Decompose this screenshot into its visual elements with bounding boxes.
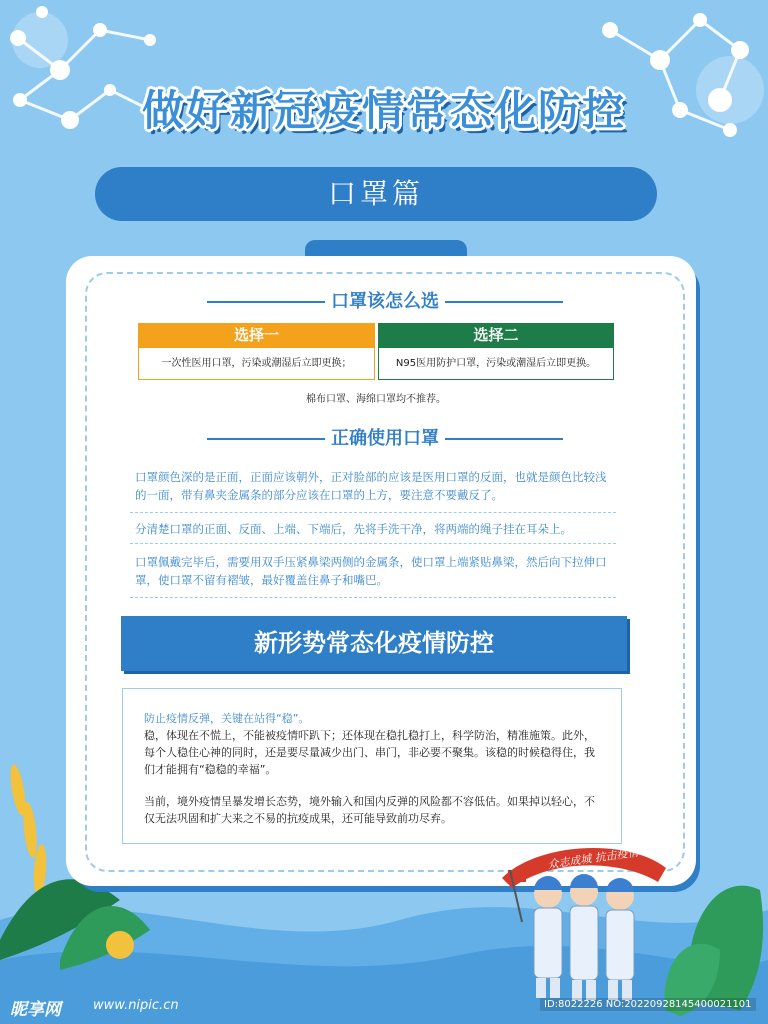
usage-paragraph: 分清楚口罩的正面、反面、上端、下端后，先将手洗干净，将两端的绳子挂在耳朵上。 [135,522,572,536]
option2-label: 选择二 [378,323,614,348]
option1-text: 一次性医用口罩，污染或潮湿后立即更换； [138,348,375,380]
section-heading-text: 口罩该怎么选 [331,291,439,312]
page-title: 做好新冠疫情常态化防控 [141,86,626,135]
option1-label: 选择一 [138,323,375,348]
box-paragraph: 稳，体现在不慌上，不能被疫情吓趴下；还体现在稳扎稳打上，科学防治，精准施策。此外，每个人稳住心神的同时，还是要尽量减少出门、串门，非必要不聚集。该稳的时候稳得住，我们才能拥有“稳稳的幸福”。 [144,729,595,776]
option-note: 棉布口罩、海绵口罩均不推荐。 [306,394,446,405]
heading-dash-right [445,301,563,303]
option2-text: N95医用防护口罩，污染或潮湿后立即更换。 [378,348,614,380]
section-heading-text: 正确使用口罩 [331,428,439,449]
usage-paragraph: 口罩颜色深的是正面，正面应该朝外，正对脸部的应该是医用口罩的反面，也就是颜色比较浅的一面，带有鼻夹金属条的部分应该在口罩的上方，要注意不要戴反了。 [135,470,607,502]
ribbon-text: 众志成城 抗击疫情 [546,845,640,872]
heading-dash-right [445,438,563,440]
section-banner-new: 新形势常态化疫情防控 [121,616,627,671]
box-paragraph: 当前，境外疫情呈暴发增长态势，境外输入和国内反弹的风险都不容低估。如果掉以轻心，不仅无法巩固和扩大来之不易的抗疫成果，还可能导致前功尽弃。 [144,795,595,825]
section-heading-choose [120,287,650,313]
divider [130,512,616,513]
watermark-id: ID:8022226 NO:20220928145400021101 [540,998,756,1011]
watermark-url: www.nipic.cn [93,998,179,1013]
subtitle-pill: 口罩篇 [95,167,657,221]
usage-paragraph: 口罩佩戴完毕后，需要用双手压紧鼻梁两侧的金属条，使口罩上端紧贴鼻梁，然后向下拉伸口罩，使口罩不留有褶皱，最好覆盖住鼻子和嘴巴。 [135,555,607,587]
divider [130,543,616,544]
medical-workers-illustration [500,862,660,1002]
heading-dash-left [207,301,325,303]
heading-dash-left [207,438,325,440]
box-lead: 防止疫情反弹，关键在站得“稳”。 [144,712,310,725]
divider [130,597,616,598]
watermark-logo: 昵享网 [10,1000,61,1020]
section-heading-use [120,424,650,450]
